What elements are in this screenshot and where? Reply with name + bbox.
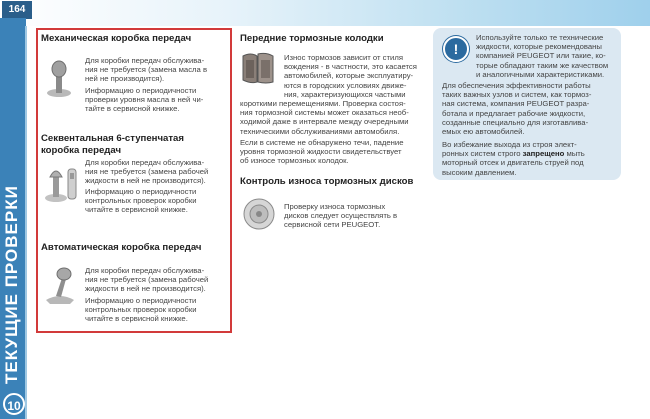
- brake-pads-icon: [241, 50, 275, 86]
- sequential-gear-lever-icon: [44, 163, 80, 203]
- manual-text-2: Информацию о периодичности проверки уровня масла в ней чи- тайте в сервисной книжке.: [85, 86, 204, 114]
- manual-gearbox-heading: Механическая коробка передач: [41, 33, 192, 44]
- page-number: 164: [2, 1, 32, 19]
- notice-text-1: Используйте только те технические жидкости, которые рекомендованы компанией PEUGEOT или такие, ко- торые обладают таким же качеством и аналогичными характеристиками.: [476, 33, 609, 79]
- warning-icon: !: [443, 36, 469, 62]
- manual-text-1: Для коробки передач обслужива- ния не требуется (замена масла в ней не производится).: [85, 56, 208, 84]
- brake-pads-text-1b: короткими перемещениями. Проверка состоя- ния тормозной системы может оказаться необ- ходимой даже в интервале между очередными техническими обслуживаниями автомобиля.: [240, 99, 409, 136]
- chapter-number: 10: [3, 393, 25, 415]
- automatic-gearbox-heading: Автоматическая коробка передач: [41, 242, 202, 253]
- automatic-text-1: Для коробки передач обслужива- ния не требуется (замена рабочей жидкости в ней не производится).: [85, 266, 209, 294]
- brake-pads-heading: Передние тормозные колодки: [240, 33, 384, 44]
- sequential-text-1: Для коробки передач обслужива- ния не требуется (замена рабочей жидкости в ней не производится).: [85, 158, 209, 186]
- brake-pads-text-1a: Износ тормозов зависит от стиля вождения - в частности, это касается автомобилей, которые эксплуатиру- ются в городских условиях движе- ния, характеризующихся частыми: [284, 53, 417, 99]
- manual-gear-lever-icon: [46, 60, 72, 98]
- sequential-text-2: Информацию о периодичности контрольных проверок коробки читайте в сервисной книжке.: [85, 187, 197, 215]
- brake-discs-text: Проверку износа тормозных дисков следует осуществлять в сервисной сети PEUGEOT.: [284, 202, 398, 230]
- automatic-gear-lever-icon: [44, 266, 76, 306]
- notice-text-2: Для обеспечения эффективности работы таких важных узлов и систем, как тормоз- ная система, компания PEUGEOT разра- ботала и предлагает рабочие жидкости, созданные специально для изготавлива- емых ею автомобилей.: [442, 81, 592, 137]
- brake-disc-icon: [242, 197, 276, 231]
- chapter-title: ТЕКУЩИЕ ПРОВЕРКИ: [2, 185, 21, 384]
- divider: [25, 26, 27, 419]
- notice-text-3: Во избежание выхода из строя элект- ронных систем строго запрещено мыть моторный отсек и двигатель струей под высоким давлением.: [442, 140, 585, 177]
- header-band: [0, 0, 650, 26]
- automatic-text-2: Информацию о периодичности контрольных проверок коробки читайте в сервисной книжке.: [85, 296, 197, 324]
- brake-pads-text-2: Если в системе не обнаружено течи, падение уровня тормозной жидкости свидетельствует об износе тормозных колодок.: [240, 138, 404, 166]
- sequential-gearbox-heading: Секвентальная 6-ступенчатая коробка передач: [41, 133, 184, 156]
- brake-discs-heading: Контроль износа тормозных дисков: [240, 176, 414, 187]
